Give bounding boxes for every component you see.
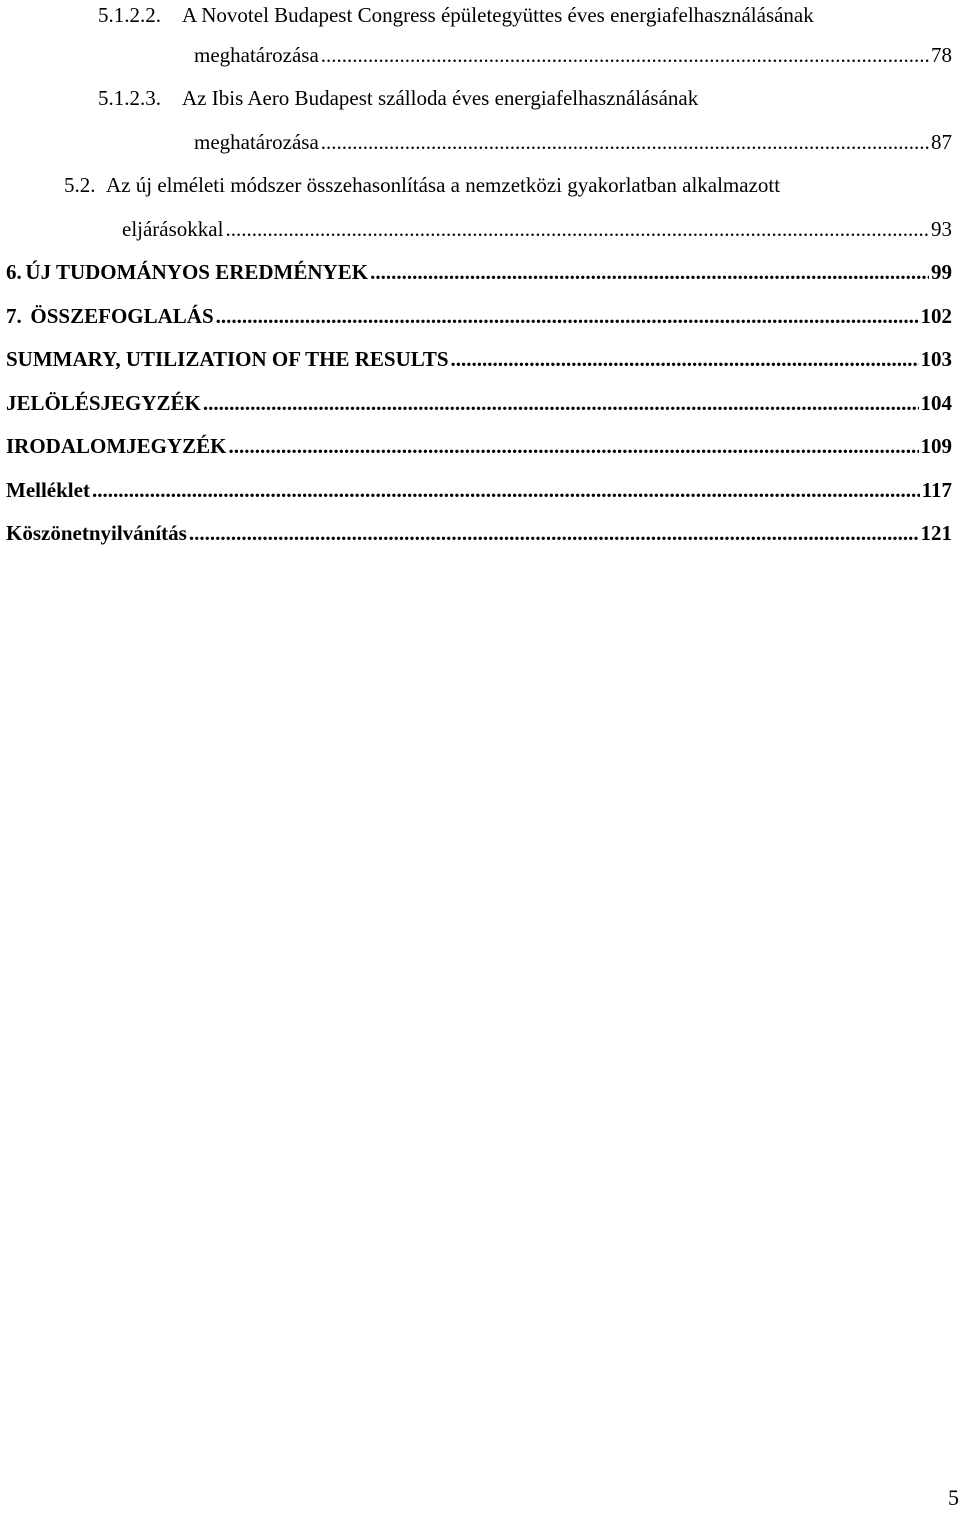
toc-entry-5-1-2-3-line2[interactable] — [194, 127, 952, 157]
toc-entry-5-1-2-2-line1[interactable] — [98, 0, 814, 30]
toc-page-number: 102 — [920, 304, 952, 328]
toc-title: JELÖLÉSJEGYZÉK — [6, 391, 201, 415]
footer-page-number: 5 — [948, 1485, 959, 1510]
toc-page-number: 121 — [920, 521, 952, 545]
toc-entry-irodalomjegyzek[interactable] — [6, 431, 952, 461]
toc-number: 5.1.2.3. — [98, 86, 161, 110]
toc-number: 5.1.2.2. — [98, 3, 161, 27]
toc-title: Melléklet — [6, 478, 90, 502]
dot-leader — [203, 388, 919, 418]
toc-title: Az Ibis Aero Budapest szálloda éves energiafelhasználásának — [182, 86, 699, 110]
toc-entry-5-1-2-2-line2[interactable] — [194, 40, 952, 70]
toc-entry-7[interactable] — [6, 301, 952, 331]
dot-leader — [216, 301, 919, 331]
toc-entry-summary[interactable] — [6, 344, 952, 374]
toc-entry-melleklet[interactable] — [6, 475, 952, 505]
toc-number: 5.2. — [64, 173, 96, 197]
dot-leader — [225, 214, 929, 244]
dot-leader — [92, 475, 920, 505]
toc-page-number: 109 — [920, 434, 952, 458]
toc-number: 6. — [6, 260, 22, 284]
toc-entry-jelolesjegyzek[interactable] — [6, 388, 952, 418]
toc-entry-5-1-2-3-line1[interactable] — [98, 83, 698, 113]
dot-leader — [189, 518, 919, 548]
toc-title: ÚJ TUDOMÁNYOS EREDMÉNYEK — [25, 260, 369, 284]
toc-title-continued: eljárásokkal — [122, 217, 224, 241]
toc-page-number: 99 — [931, 260, 952, 284]
toc-page-number: 117 — [921, 478, 952, 502]
toc-entry-6[interactable] — [6, 257, 952, 287]
toc-title-continued: meghatározása — [194, 130, 319, 154]
dot-leader — [321, 127, 929, 157]
toc-number: 7. — [6, 304, 22, 328]
toc-page-number: 93 — [931, 217, 952, 241]
toc-title: SUMMARY, UTILIZATION OF THE RESULTS — [6, 347, 449, 371]
toc-title: ÖSSZEFOGLALÁS — [30, 304, 214, 328]
toc-title: Köszönetnyilvánítás — [6, 521, 187, 545]
toc-entry-5-2-line2[interactable] — [122, 214, 952, 244]
dot-leader — [370, 257, 929, 287]
toc-title: Az új elméleti módszer összehasonlítása a nemzetközi gyakorlatban alkalmazott — [106, 173, 781, 197]
dot-leader — [229, 431, 919, 461]
toc-title: A Novotel Budapest Congress épületegyüttes éves energiafelhasználásának — [182, 3, 814, 27]
toc-page-number: 103 — [920, 347, 952, 371]
toc-page-number: 78 — [931, 43, 952, 67]
toc-entry-koszonetnyilvanitas[interactable] — [6, 518, 952, 548]
dot-leader — [451, 344, 919, 374]
toc-title: IRODALOMJEGYZÉK — [6, 434, 227, 458]
toc-page-number: 87 — [931, 130, 952, 154]
toc-title-continued: meghatározása — [194, 43, 319, 67]
toc-entry-5-2-line1[interactable] — [64, 170, 780, 200]
toc-page-number: 104 — [920, 391, 952, 415]
dot-leader — [321, 40, 929, 70]
